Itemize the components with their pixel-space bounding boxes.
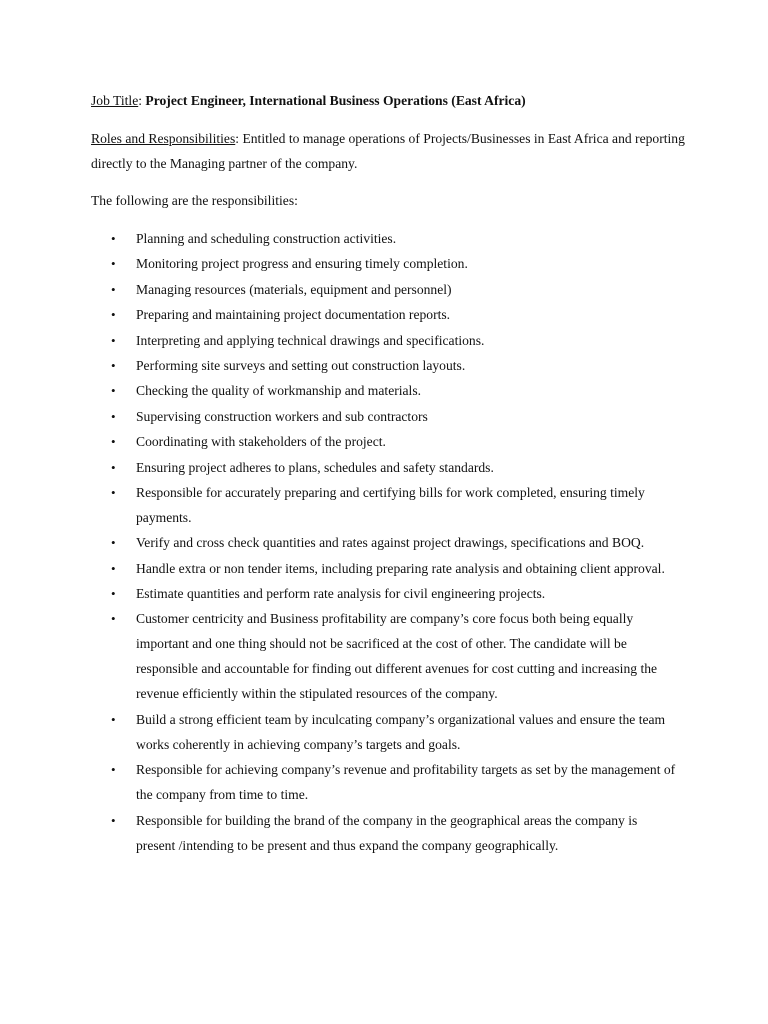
bullet-icon: • bbox=[111, 332, 116, 348]
roles-text: Entitled to manage operations of Projects/Businesses in East Africa and reporting directly to the Managing partner of the company. bbox=[91, 131, 685, 171]
bullet-icon: • bbox=[111, 484, 116, 500]
list-item-text: Coordinating with stakeholders of the project. bbox=[136, 434, 386, 450]
bullet-icon: • bbox=[111, 408, 116, 424]
bullet-icon: • bbox=[111, 383, 116, 399]
list-item-text: Handle extra or non tender items, including preparing rate analysis and obtaining client approval. bbox=[136, 560, 665, 576]
list-item-text: Preparing and maintaining project documentation reports. bbox=[136, 307, 451, 323]
bullet-icon: • bbox=[111, 307, 116, 323]
list-item-text: Ensuring project adheres to plans, schedules and safety standards. bbox=[136, 459, 494, 475]
list-item bbox=[0, 606, 676, 706]
list-item-text: Responsible for building the brand of the company in the geographical areas the company is present /intending to be present and thus expand the company geographically. bbox=[136, 812, 638, 853]
list-item-text: Planning and scheduling construction activities. bbox=[136, 231, 397, 246]
list-item bbox=[0, 757, 676, 807]
responsibilities-intro: The following are the responsibilities: bbox=[91, 193, 298, 208]
roles-separator: : bbox=[235, 131, 243, 146]
list-item-text: Responsible for achieving company’s revenue and profitability targets as set by the management of the company from time to time. bbox=[136, 762, 676, 803]
bullet-icon: • bbox=[111, 357, 116, 373]
list-item-text: Supervising construction workers and sub contractors bbox=[136, 408, 428, 424]
roles-paragraph bbox=[91, 126, 691, 176]
bullet-icon: • bbox=[111, 281, 116, 297]
bullet-icon: • bbox=[111, 459, 116, 475]
job-title-value: Project Engineer, International Business Operations (East Africa) bbox=[145, 93, 526, 108]
list-item-text: Monitoring project progress and ensuring timely completion. bbox=[136, 256, 468, 272]
bullet-icon: • bbox=[111, 231, 116, 246]
list-item bbox=[0, 277, 676, 302]
list-item bbox=[0, 328, 676, 353]
list-item bbox=[0, 251, 676, 276]
list-item bbox=[0, 455, 676, 480]
list-item bbox=[0, 378, 676, 403]
list-item bbox=[0, 808, 676, 858]
list-item-text: Interpreting and applying technical drawings and specifications. bbox=[136, 332, 485, 348]
list-item bbox=[0, 404, 676, 429]
bullet-icon: • bbox=[111, 434, 116, 450]
bullet-icon: • bbox=[111, 560, 116, 576]
job-title-label: Job Title bbox=[91, 93, 139, 108]
list-item-text: Responsible for accurately preparing and certifying bills for work completed, ensuring timely payments. bbox=[136, 484, 645, 525]
job-title-separator: : bbox=[138, 93, 146, 108]
list-item bbox=[0, 707, 676, 757]
bullet-icon: • bbox=[111, 611, 116, 627]
list-item-text: Verify and cross check quantities and rates against project drawings, specifications and BOQ. bbox=[136, 535, 645, 551]
list-item-text: Build a strong efficient team by inculcating company’s organizational values and ensure the team works coherently in achieving company’s targets and goals. bbox=[136, 711, 666, 752]
list-item bbox=[0, 581, 676, 606]
roles-label: Roles and Responsibilities bbox=[91, 131, 236, 146]
list-item bbox=[0, 556, 676, 581]
list-item-text: Customer centricity and Business profitability are company’s core focus both being equally important and one thing should not be sacrificed at the cost of other. The candidate will be responsible and accountable for finding out different avenues for cost cutting and increasing the revenue efficiently within the stipulated resources of the company. bbox=[136, 611, 658, 702]
bullet-icon: • bbox=[111, 256, 116, 272]
list-item bbox=[0, 530, 676, 555]
list-item bbox=[0, 480, 676, 530]
list-item-text: Managing resources (materials, equipment and personnel) bbox=[136, 281, 452, 297]
list-item bbox=[0, 226, 676, 251]
list-item-text: Checking the quality of workmanship and materials. bbox=[136, 383, 422, 399]
bullet-icon: • bbox=[111, 586, 116, 602]
bullet-icon: • bbox=[111, 535, 116, 551]
list-item bbox=[0, 429, 676, 454]
list-item-text: Performing site surveys and setting out construction layouts. bbox=[136, 357, 466, 373]
bullet-icon: • bbox=[111, 711, 116, 727]
bullet-icon: • bbox=[111, 762, 116, 778]
list-item-text: Estimate quantities and perform rate analysis for civil engineering projects. bbox=[136, 586, 546, 602]
list-item bbox=[0, 353, 676, 378]
bullet-icon: • bbox=[111, 812, 116, 828]
list-item bbox=[0, 302, 676, 327]
responsibilities-list bbox=[0, 226, 768, 858]
job-title-line bbox=[91, 88, 691, 113]
